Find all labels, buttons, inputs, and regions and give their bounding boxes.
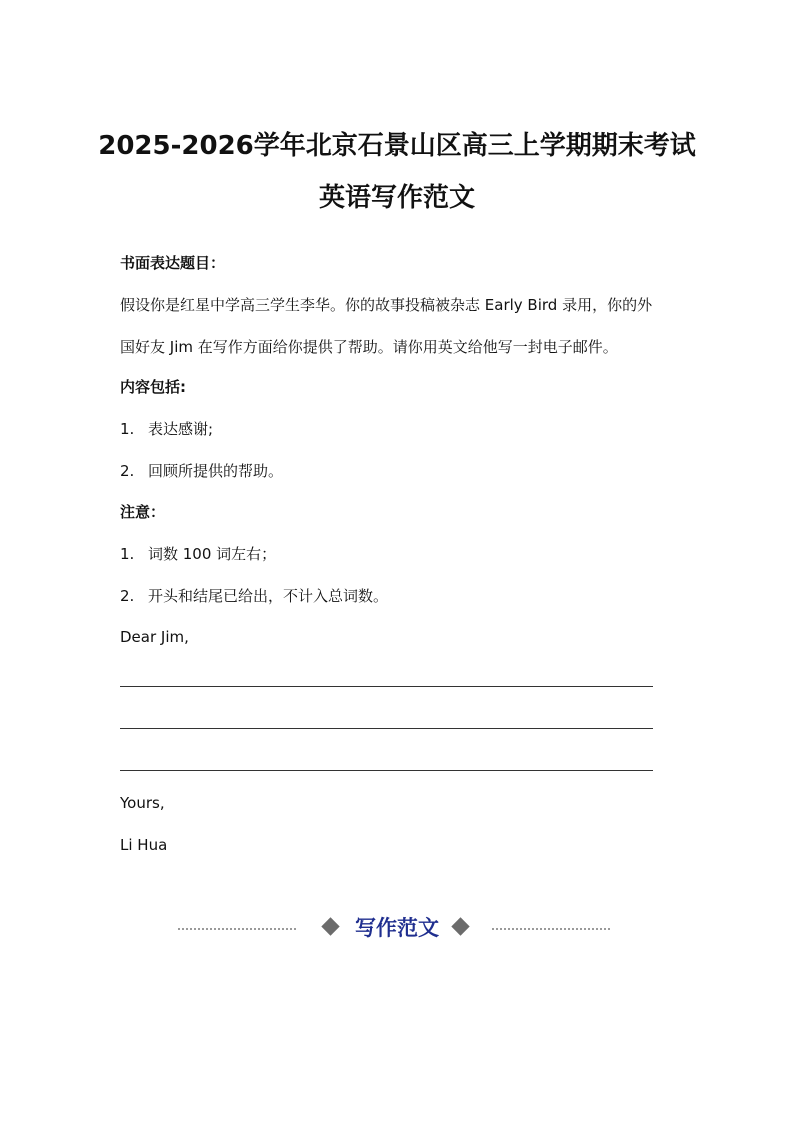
page-title-line2: 英语写作范文 [318,183,475,213]
notes-item-2-number: 2. [120,587,135,605]
divider-dotted-line-right [492,928,610,930]
prompt-text-line1: 假设你是红星中学高三学生李华。你的故事投稿被杂志 Early Bird 录用，你的外 [120,296,653,314]
writing-line-3[interactable] [120,770,653,771]
letter-signature: Li Hua [120,836,168,854]
writing-line-1[interactable] [120,686,653,687]
writing-line-2[interactable] [120,728,653,729]
content-item-2-number: 2. [120,462,135,480]
content-item-2 [120,460,283,482]
notes-item-1-number: 1. [120,545,135,563]
section-divider [0,914,794,944]
divider-dotted-line-left [178,928,296,930]
letter-closing: Yours, [120,794,165,812]
diamond-icon-right [451,917,469,935]
diamond-icon-left [321,917,339,935]
prompt-text-line2: 国好友 Jim 在写作方面给你提供了帮助。请你用英文给他写一封电子邮件。 [120,338,618,356]
page-title-line1: 2025-2026学年北京石景山区高三上学期期末考试 [98,131,696,161]
notes-item-1-text: 词数 100 词左右； [148,545,277,563]
content-item-1-number: 1. [120,420,135,438]
prompt-heading: 书面表达题目： [120,254,226,272]
divider-label: 写作范文 [355,916,439,940]
notes-heading: 注意： [120,503,166,521]
notes-item-1 [120,543,276,565]
content-item-1 [120,418,213,440]
content-item-1-text: 表达感谢; [148,420,214,438]
content-item-2-text: 回顾所提供的帮助。 [148,462,284,480]
content-heading: 内容包括: [120,378,186,396]
letter-greeting: Dear Jim, [120,628,189,646]
notes-item-2 [120,585,388,607]
notes-item-2-text: 开头和结尾已给出，不计入总词数。 [148,587,389,605]
